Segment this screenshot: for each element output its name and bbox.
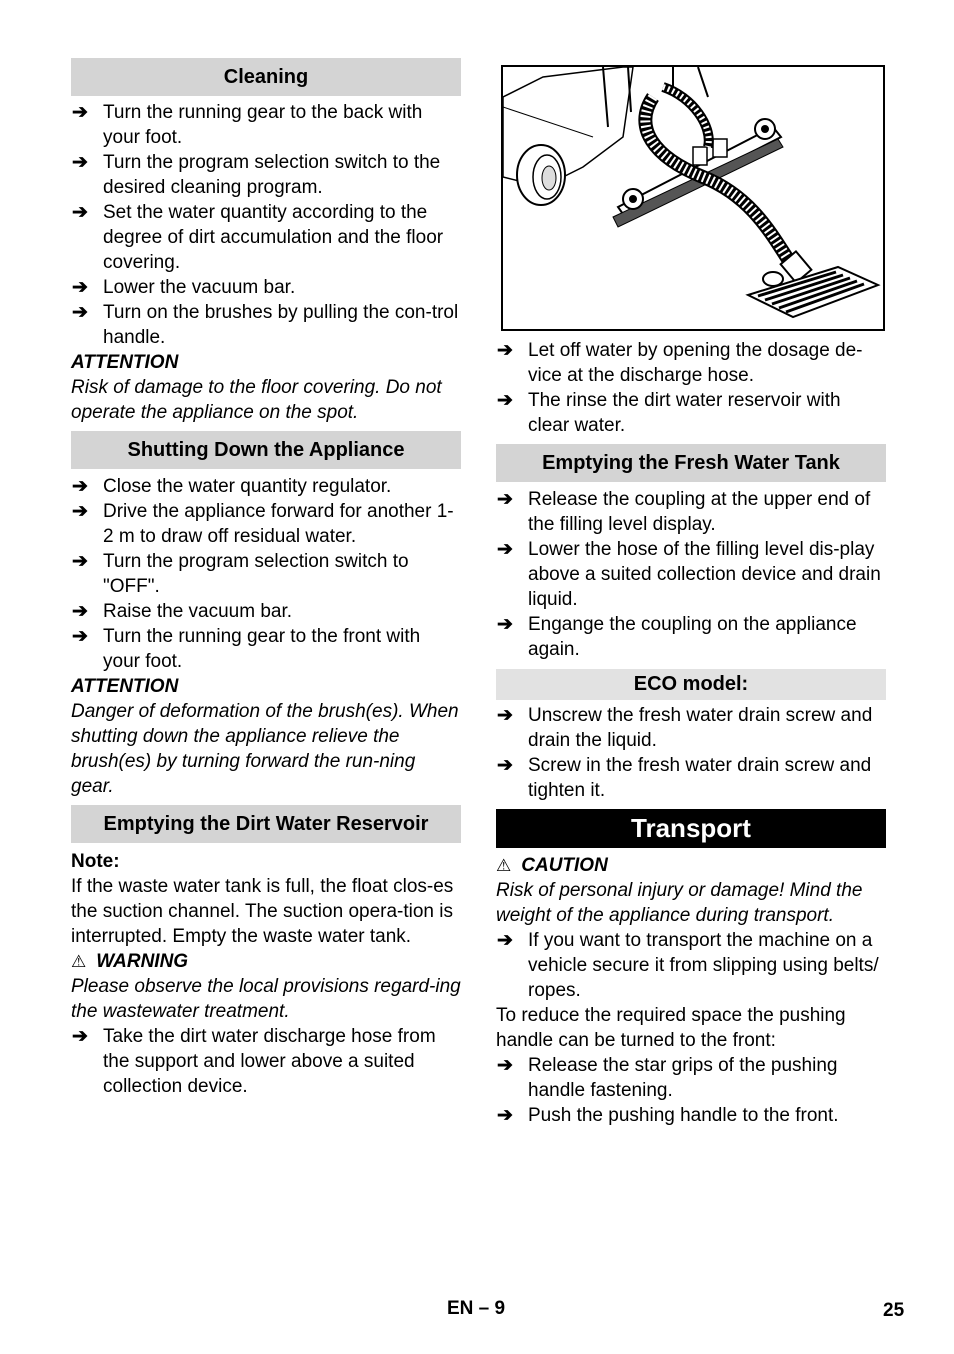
shutting-down-steps bbox=[71, 474, 461, 674]
caution-text: Risk of personal injury or damage! Mind the weight of the appliance during transport. bbox=[496, 880, 863, 926]
list-item-text: Turn the running gear to the front with your foot. bbox=[103, 626, 421, 672]
arrow-icon: ➔ bbox=[497, 539, 513, 560]
emptying-dirt-steps bbox=[71, 1024, 461, 1099]
list-item-text: Lower the hose of the filling level dis-play above a suited collection device and drain liquid. bbox=[528, 539, 881, 610]
list-item-text: Release the coupling at the upper end of the filling level display. bbox=[528, 489, 871, 535]
list-item bbox=[71, 100, 461, 150]
right-sections bbox=[496, 444, 886, 1128]
arrow-icon: ➔ bbox=[72, 1026, 88, 1047]
cleaning-steps bbox=[71, 100, 461, 350]
transport-paragraph: To reduce the required space the pushing handle can be turned to the front: bbox=[496, 1005, 846, 1051]
arrow-icon: ➔ bbox=[72, 102, 88, 123]
arrow-icon: ➔ bbox=[72, 302, 88, 323]
transport-steps-2 bbox=[496, 1053, 886, 1128]
attention-label: ATTENTION bbox=[71, 676, 179, 697]
list-item-text: If you want to transport the machine on a vehicle secure it from slipping using belts/ ropes. bbox=[528, 930, 879, 1001]
warning-icon: ⚠ bbox=[71, 952, 87, 971]
list-item bbox=[496, 1053, 886, 1103]
attention-label: ATTENTION bbox=[71, 352, 179, 373]
arrow-icon: ➔ bbox=[72, 626, 88, 647]
arrow-icon: ➔ bbox=[497, 755, 513, 776]
dirt-water-hose-illustration bbox=[501, 65, 885, 331]
list-item bbox=[496, 928, 886, 1003]
list-item-text: Set the water quantity according to the degree of dirt accumulation and the floor covering. bbox=[103, 202, 444, 273]
warning-label-row bbox=[71, 949, 461, 974]
list-item-text: Turn on the brushes by pulling the con-trol handle. bbox=[103, 302, 459, 348]
fresh-water-steps bbox=[496, 487, 886, 662]
cleaning-heading: Cleaning bbox=[71, 58, 461, 96]
list-item-text: Raise the vacuum bar. bbox=[103, 601, 293, 622]
arrow-icon: ➔ bbox=[72, 277, 88, 298]
list-item-text: Take the dirt water discharge hose from the support and lower above a suited collection device. bbox=[103, 1026, 436, 1097]
transport-steps-1 bbox=[496, 928, 886, 1003]
arrow-icon: ➔ bbox=[72, 476, 88, 497]
list-item-text: Turn the program selection switch to the desired cleaning program. bbox=[103, 152, 441, 198]
warning-label: WARNING bbox=[96, 951, 189, 972]
caution-label-row bbox=[496, 853, 886, 878]
caution-label: CAUTION bbox=[521, 855, 608, 876]
arrow-icon: ➔ bbox=[497, 1105, 513, 1126]
list-item bbox=[71, 474, 461, 499]
list-item bbox=[71, 300, 461, 350]
arrow-icon: ➔ bbox=[497, 930, 513, 951]
list-item bbox=[496, 1103, 886, 1128]
list-item bbox=[496, 388, 886, 438]
list-item-text: Drive the appliance forward for another 1-2 m to draw off residual water. bbox=[103, 501, 454, 547]
page-label: EN – 9 bbox=[447, 1298, 506, 1319]
warning-text: Please observe the local provisions regard-ing the wastewater treatment. bbox=[71, 976, 461, 1022]
emptying-dirt-heading: Emptying the Dirt Water Reservoir bbox=[71, 805, 461, 843]
shutting-down-heading: Shutting Down the Appliance bbox=[71, 431, 461, 469]
list-item bbox=[71, 624, 461, 674]
caution-icon: ⚠ bbox=[496, 856, 512, 875]
dirt-drain-steps bbox=[496, 338, 886, 438]
right-column bbox=[496, 65, 886, 1128]
list-item bbox=[71, 150, 461, 200]
note-label: Note: bbox=[71, 851, 120, 872]
list-item bbox=[71, 1024, 461, 1099]
list-item bbox=[496, 753, 886, 803]
hose-drawing-icon bbox=[503, 67, 883, 329]
arrow-icon: ➔ bbox=[497, 1055, 513, 1076]
arrow-icon: ➔ bbox=[497, 489, 513, 510]
list-item-text: Unscrew the fresh water drain screw and drain the liquid. bbox=[528, 705, 873, 751]
list-item bbox=[496, 703, 886, 753]
eco-steps bbox=[496, 703, 886, 803]
list-item-text: The rinse the dirt water reservoir with clear water. bbox=[528, 390, 841, 436]
eco-heading: ECO model: bbox=[496, 669, 886, 700]
arrow-icon: ➔ bbox=[497, 705, 513, 726]
attention-text: Risk of damage to the floor covering. Do not operate the appliance on the spot. bbox=[71, 377, 442, 423]
list-item bbox=[71, 200, 461, 275]
list-item bbox=[496, 338, 886, 388]
list-item bbox=[71, 499, 461, 549]
transport-heading: Transport bbox=[496, 809, 886, 848]
list-item bbox=[496, 612, 886, 662]
list-item bbox=[71, 599, 461, 624]
list-item-text: Turn the program selection switch to "OFF". bbox=[103, 551, 409, 597]
list-item bbox=[71, 275, 461, 300]
arrow-icon: ➔ bbox=[497, 614, 513, 635]
list-item bbox=[496, 537, 886, 612]
page-number: 25 bbox=[883, 1300, 905, 1321]
arrow-icon: ➔ bbox=[497, 340, 513, 361]
fresh-water-heading: Emptying the Fresh Water Tank bbox=[496, 444, 886, 482]
note-text: If the waste water tank is full, the float clos-es the suction channel. The suction opera-tion is interrupted. Empty the waste water tank. bbox=[71, 876, 454, 947]
attention-text: Danger of deformation of the brush(es). When shutting down the appliance relieve the brush(es) by turning forward the run-ning gear. bbox=[71, 701, 459, 797]
list-item bbox=[71, 549, 461, 599]
arrow-icon: ➔ bbox=[72, 601, 88, 622]
arrow-icon: ➔ bbox=[72, 202, 88, 223]
list-item-text: Lower the vacuum bar. bbox=[103, 277, 296, 298]
list-item-text: Release the star grips of the pushing handle fastening. bbox=[528, 1055, 838, 1101]
arrow-icon: ➔ bbox=[72, 152, 88, 173]
arrow-icon: ➔ bbox=[72, 501, 88, 522]
list-item-text: Screw in the fresh water drain screw and tighten it. bbox=[528, 755, 872, 801]
list-item-text: Push the pushing handle to the front. bbox=[528, 1105, 839, 1126]
arrow-icon: ➔ bbox=[497, 390, 513, 411]
left-column bbox=[71, 58, 461, 1099]
list-item-text: Turn the running gear to the back with your foot. bbox=[103, 102, 423, 148]
list-item-text: Engange the coupling on the appliance again. bbox=[528, 614, 857, 660]
list-item-text: Let off water by opening the dosage de-vice at the discharge hose. bbox=[528, 340, 863, 386]
list-item bbox=[496, 487, 886, 537]
arrow-icon: ➔ bbox=[72, 551, 88, 572]
list-item-text: Close the water quantity regulator. bbox=[103, 476, 392, 497]
